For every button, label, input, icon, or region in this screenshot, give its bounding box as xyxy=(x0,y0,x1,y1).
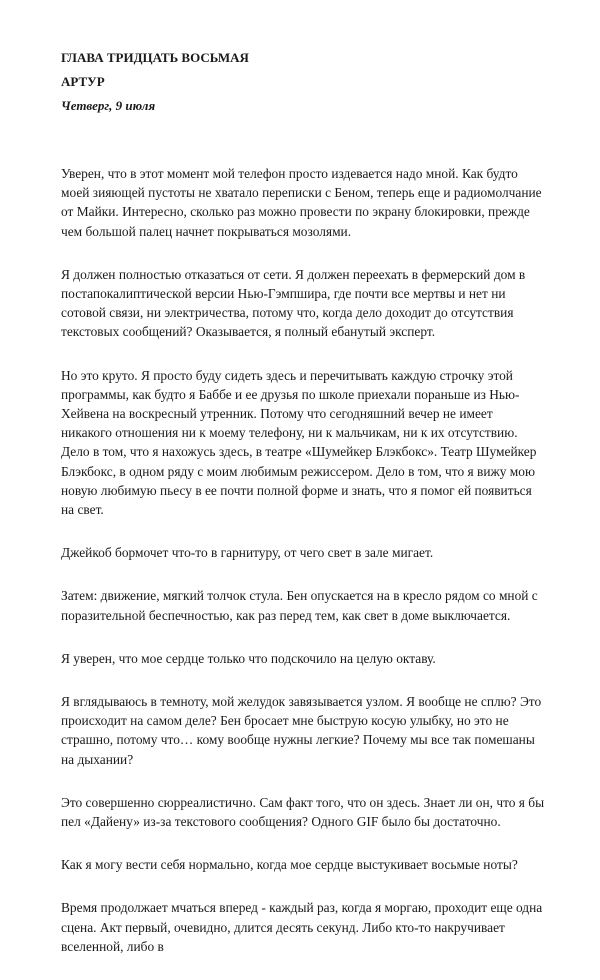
paragraph: Я вглядываюсь в темноту, мой желудок завязывается узлом. Я вообще не сплю? Это происходит на самом деле? Бен бросает мне быструю косую улыбку, но это не страшно, потому что… кому вообще нужны легкие? Почему мы все так помешаны на дыхании? xyxy=(61,694,542,767)
chapter-date: Четверг, 9 июля xyxy=(61,98,156,113)
paragraph: Затем: движение, мягкий толчок стула. Бен опускается на в кресло рядом со мной с поразительной беспечностью, как раз перед тем, как свет в доме выключается. xyxy=(61,588,538,623)
paragraph: Джейкоб бормочет что-то в гарнитуру, от чего свет в зале мигает. xyxy=(61,545,434,561)
paragraph: Но это круто. Я просто буду сидеть здесь и перечитывать каждую строчку этой программы, как будто я Баббе и ее друзья по школе приехали пораньше из Нью-Хейвена на воскресный утренник. Потому что сегодняшний вечер не имеет никакого отношения ни к моему телефону, ни к мальчикам, ни к их отсутствию. Дело в том, что я нахожусь здесь, в театре «Шумейкер Блэкбокс». Театр Шумейкер Блэкбокс, в одном ряду с моим любимым режиссером. Дело в том, что я вижу мою новую любимую пьесу в ее почти полной форме и знать, что я помог ей появиться на свет. xyxy=(61,367,537,518)
paragraph: Уверен, что в этот момент мой телефон просто издевается надо мной. Как будто моей зияющей пустоты не хватало переписки с Беном, теперь еще и радиомолчание от Майки. Интересно, сколько раз можно провести по экрану блокировки, прежде чем большой палец начнет покрываться мозолями. xyxy=(61,166,542,239)
paragraph: Я уверен, что мое сердце только что подскочило на целую октаву. xyxy=(61,650,436,666)
chapter-narrator: АРТУР xyxy=(61,74,105,89)
document-page xyxy=(61,50,545,980)
paragraph: Это совершенно сюрреалистично. Сам факт того, что он здесь. Знает ли он, что я бы пел «Дайену» из-за текстового сообщения? Одного GIF было бы достаточно. xyxy=(61,794,545,830)
paragraph: Как я могу вести себя нормально, когда мое сердце выстукивает восьмые ноты? xyxy=(61,857,518,873)
chapter-title: ГЛАВА ТРИДЦАТЬ ВОСЬМАЯ xyxy=(61,50,249,65)
paragraph: Время продолжает мчаться вперед - каждый раз, когда я моргаю, проходит еще одна сцена. Акт первый, очевидно, длится десять секунд. Либо кто-то накручивает вселенной, либо в xyxy=(61,900,543,954)
paragraph: Я должен полностью отказаться от сети. Я должен переехать в фермерский дом в постапокалиптической версии Нью-Гэмпшира, где почти все мертвы и нет ни сотовой связи, ни электричества, потому что, когда дело доходит до отсутствия текстовых сообщений? Оказывается, я полный ебанутый эксперт. xyxy=(61,266,526,340)
